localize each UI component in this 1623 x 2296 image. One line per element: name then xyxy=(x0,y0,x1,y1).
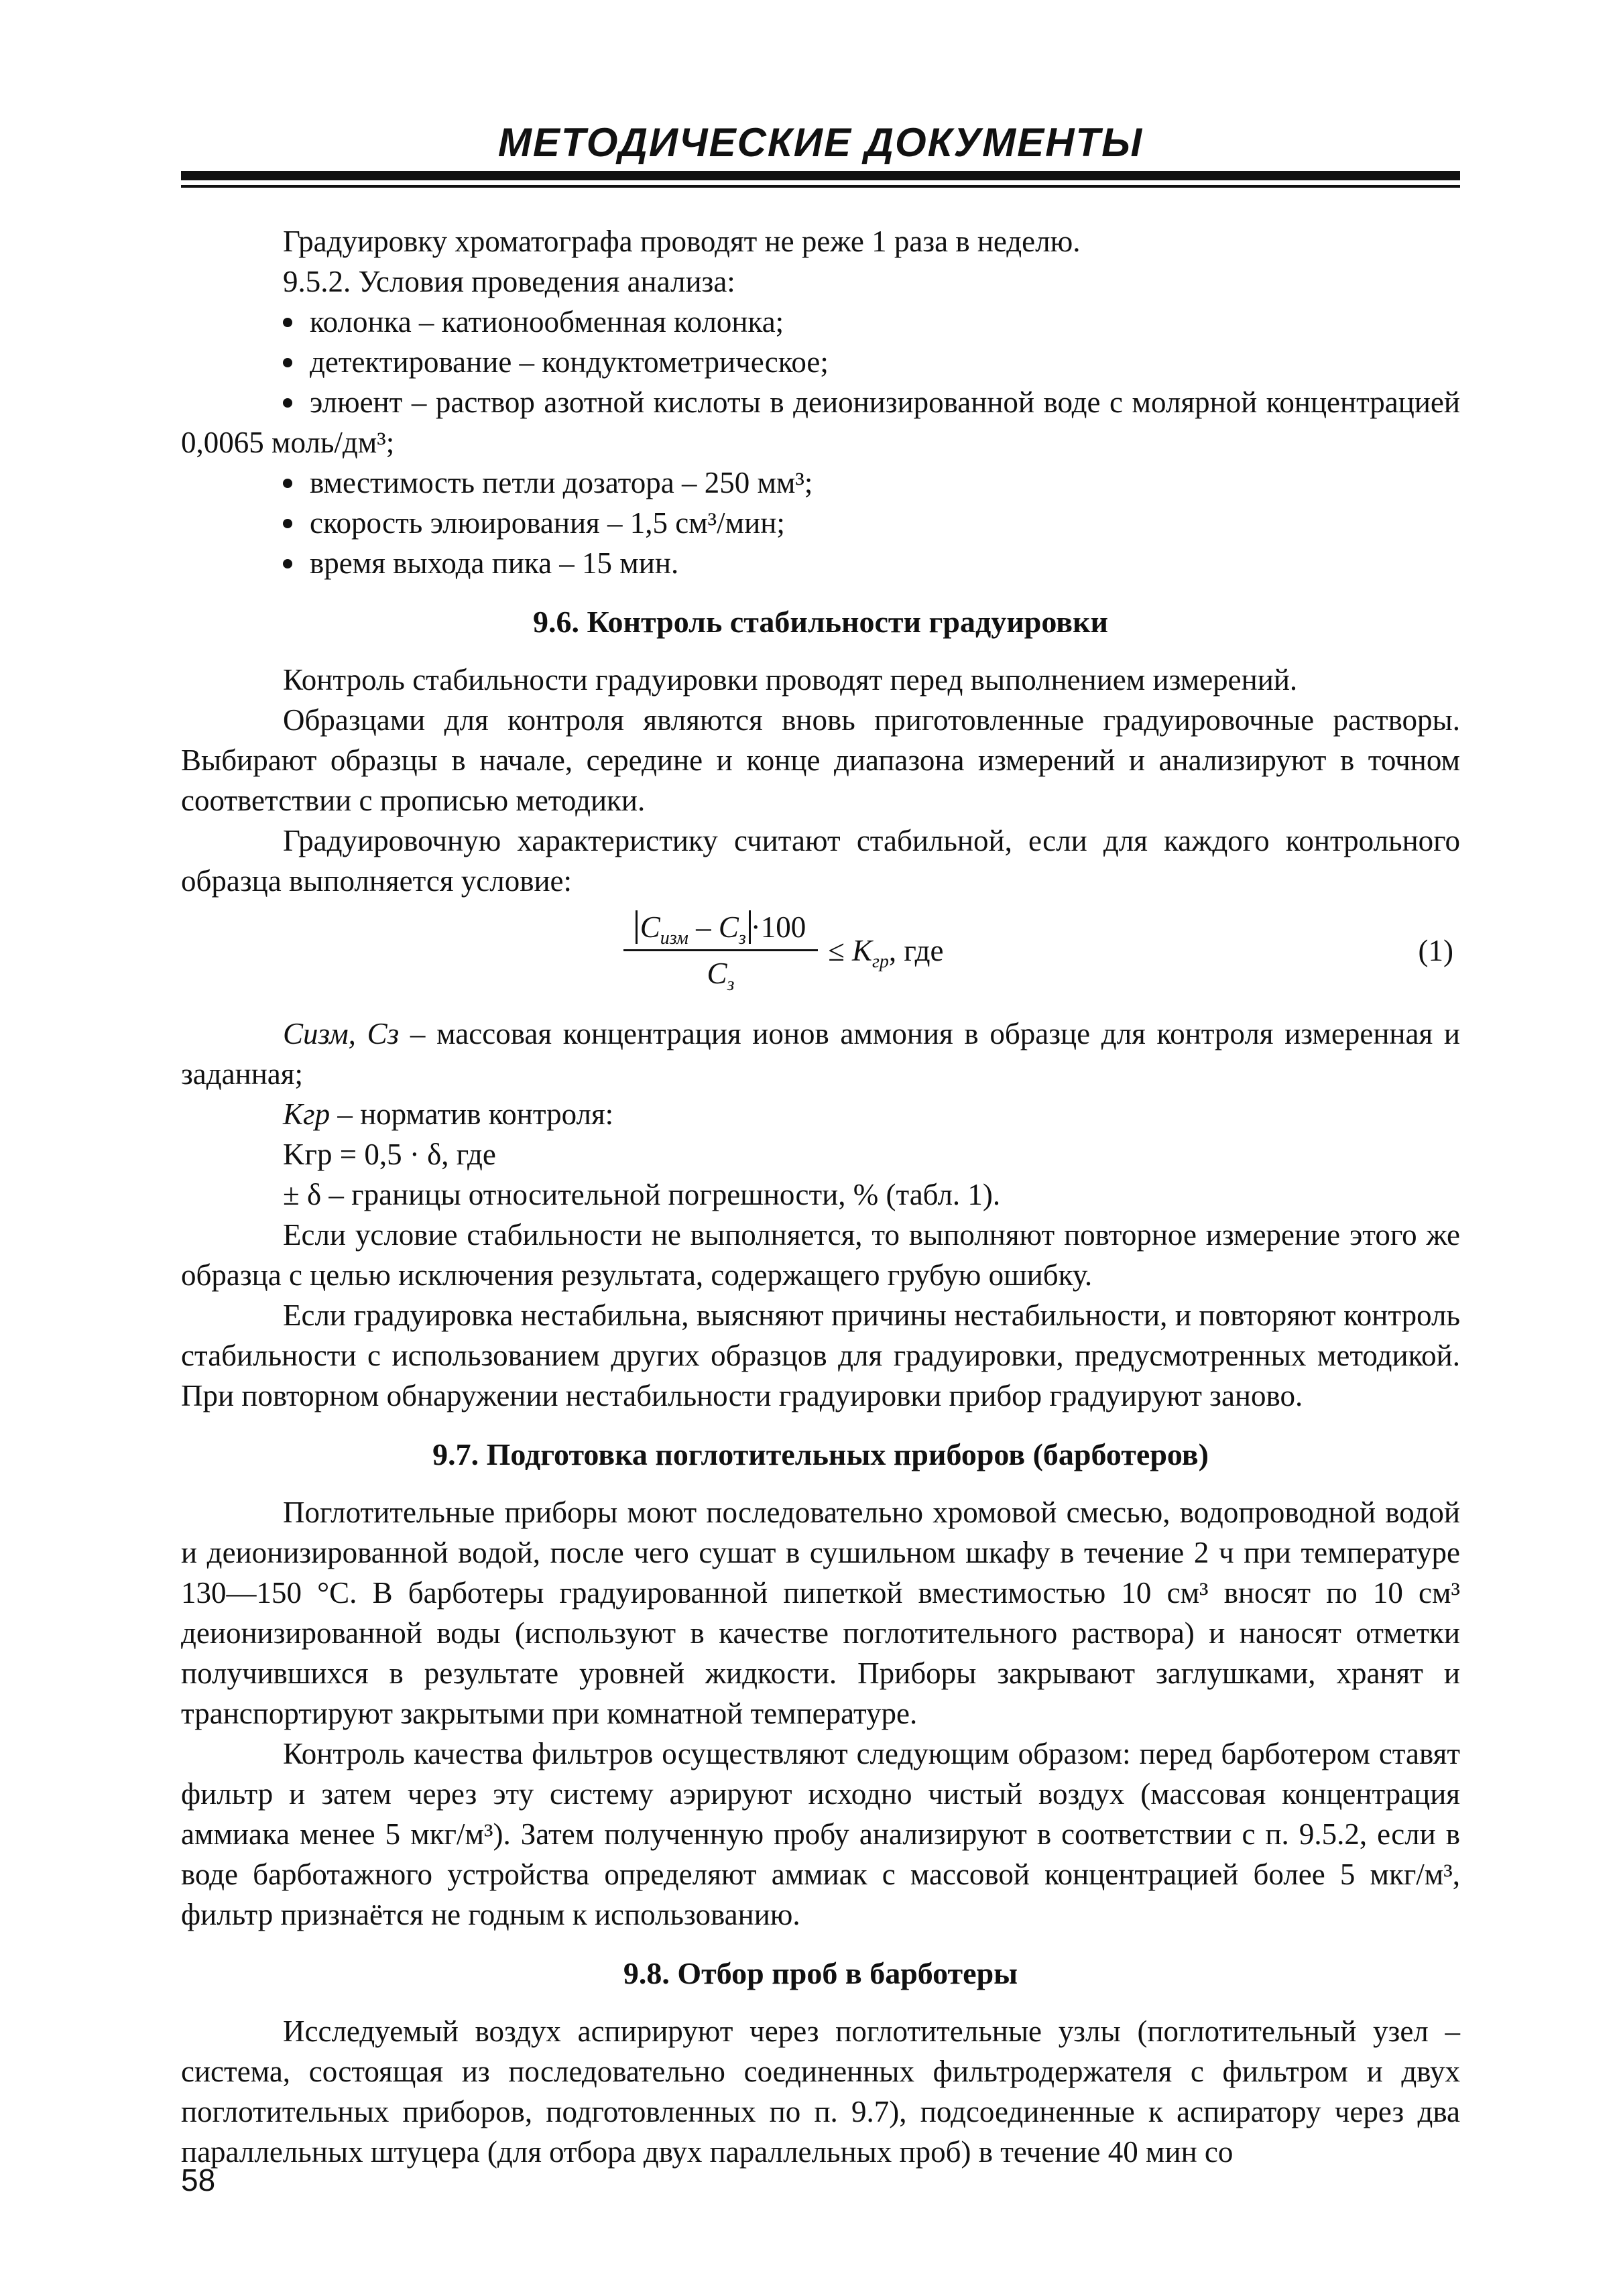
formula-1 xyxy=(181,906,1460,1007)
paragraph: Cизм, Cз – массовая концентрация ионов аммония в образце для контроля измеренная и заданная; xyxy=(181,1017,1460,1091)
paragraph: Исследуемый воздух аспирируют через поглотительные узлы (поглотительный узел – система, состоящая из последовательно соединенных фильтродержателя с фильтром и двух поглотительных приборов, подготовленных по п. 9.7), подсоединенные к аспиратору через два параллельных штуцера (для отбора двух параллельных проб) в течение 40 мин со xyxy=(181,2014,1460,2169)
section-heading-9-6: 9.6. Контроль стабильности градуировки xyxy=(532,605,1109,639)
equation-number: (1) xyxy=(1418,934,1453,967)
list-item: время выхода пика – 15 мин. xyxy=(181,543,1460,583)
paragraph: ± δ – границы относительной погрешности, % (табл. 1). xyxy=(283,1178,1001,1211)
bullet-icon xyxy=(283,559,292,568)
formula-fraction xyxy=(623,906,818,994)
conditions-title: 9.5.2. Условия проведения анализа: xyxy=(283,265,735,298)
formula-numerator: $C_{изм} - C_з \cdot 100$ xyxy=(623,906,818,948)
paragraph: Если условие стабильности не выполняется, то выполняют повторное измерение этого же образца с целью исключения результата, содержащего грубую ошибку. xyxy=(181,1218,1460,1292)
section-heading-9-7: 9.7. Подготовка поглотительных приборов (барботеров) xyxy=(432,1437,1209,1471)
section-heading-9-8: 9.8. Отбор проб в барботеры xyxy=(623,1956,1018,1990)
bullet-icon xyxy=(283,358,292,367)
list-item: скорость элюирования – 1,5 см³/мин; xyxy=(181,503,1460,543)
running-header: МЕТОДИЧЕСКИЕ ДОКУМЕНТЫ xyxy=(497,120,1144,165)
fraction-bar xyxy=(623,949,818,951)
paragraph: Kгр – норматив контроля: xyxy=(283,1097,614,1131)
bullet-icon xyxy=(283,479,292,488)
formula-2: Kгр = 0,5 · δ, где xyxy=(283,1138,496,1171)
paragraph: Поглотительные приборы моют последовательно хромовой смесью, водопроводной водой и деионизированной водой, после чего сушат в сушильном шкафу в течение 2 ч при температуре 130—150 °С. В барботеры градуированной пипеткой вместимостью 10 см³ вносят по 10 см³ деионизированной воды (используют в качестве поглотительного раствора) и наносят отметки получившихся в результате уровней жидкости. Приборы закрывают заглушками, хранят и транспортируют закрытыми при комнатной температуре. xyxy=(181,1496,1460,1730)
page-content xyxy=(181,221,1460,2172)
formula-relation: ≤ $K_{гр}$, где xyxy=(828,934,944,972)
header-rule-thick xyxy=(181,171,1460,180)
conditions-list xyxy=(181,302,1460,583)
paragraph: Образцами для контроля являются вновь приготовленные градуировочные растворы. Выбирают образцы в начале, середине и конце диапазона измерений и анализируют в точном соответствии с прописью методики. xyxy=(181,703,1460,817)
page-number: 58 xyxy=(181,2163,216,2197)
list-item: вместимость петли дозатора – 250 мм³; xyxy=(181,463,1460,503)
bullet-icon xyxy=(283,398,292,408)
formula-denominator: $C_з$ xyxy=(707,957,735,995)
intro-paragraph: Градуировку хроматографа проводят не реже 1 раза в неделю. xyxy=(283,225,1081,258)
list-item: колонка – катионообменная колонка; xyxy=(181,302,1460,342)
paragraph: Контроль стабильности градуировки проводят перед выполнением измерений. xyxy=(283,663,1298,697)
bullet-icon xyxy=(283,318,292,327)
list-item: детектирование – кондуктометрическое; xyxy=(181,342,1460,382)
paragraph: Если градуировка нестабильна, выясняют причины нестабильности, и повторяют контроль стабильности с использованием других образцов для градуировки, предусмотренных методикой. При повторном обнаружении нестабильности градуировки прибор градуируют заново. xyxy=(181,1298,1460,1412)
bullet-icon xyxy=(283,519,292,528)
header-rule-thin xyxy=(181,185,1460,188)
paragraph: Контроль качества фильтров осуществляют следующим образом: перед барботером ставят фильтр и затем через эту систему аэрируют исходно чистый воздух (массовая концентрация аммиака менее 5 мкг/м³). Затем полученную пробу анализируют в соответствии с п. 9.5.2, если в воде барботажного устройства определяют аммиак с массовой концентрацией более 5 мкг/м³, фильтр признаётся не годным к использованию. xyxy=(181,1737,1460,1931)
list-item: элюент – раствор азотной кислоты в деионизированной воде с молярной концентрацией 0,0065 моль/дм³; xyxy=(181,385,1460,459)
paragraph: Градуировочную характеристику считают стабильной, если для каждого контрольного образца выполняется условие: xyxy=(181,824,1460,898)
